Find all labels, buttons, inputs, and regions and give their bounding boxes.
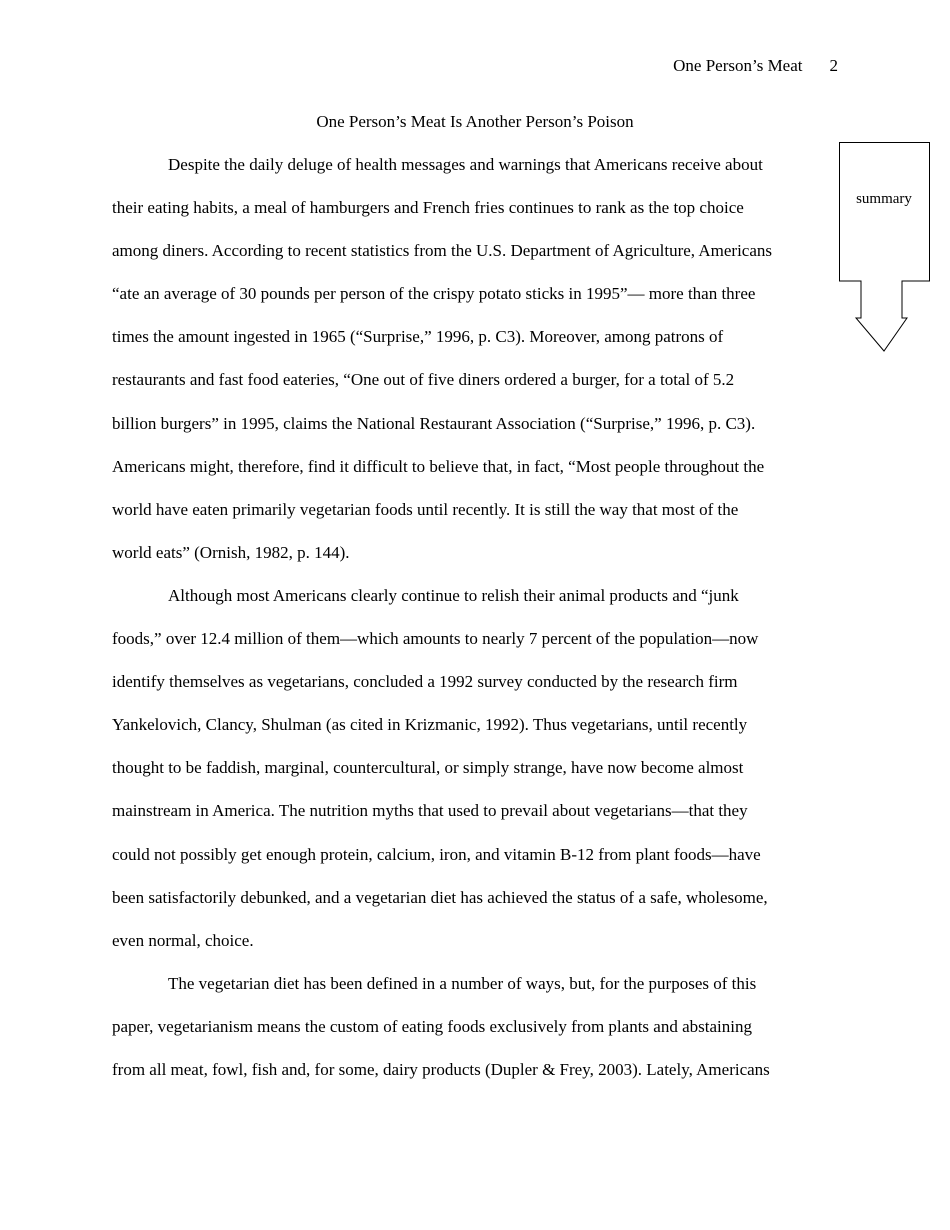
text-line: mainstream in America. The nutrition myths that used to prevail about vegetarians—that they (112, 801, 748, 821)
text-line: been satisfactorily debunked, and a vegetarian diet has achieved the status of a safe, wholesome, (112, 887, 768, 907)
text-line: thought to be faddish, marginal, countercultural, or simply strange, have now become almost (112, 758, 744, 778)
text-line: world eats” (Ornish, 1982, p. 144). (112, 542, 350, 562)
text-line: their eating habits, a meal of hamburgers and French fries continues to rank as the top choice (112, 198, 744, 218)
text-line: Although most Americans clearly continue to relish their animal products and “junk (168, 585, 739, 605)
text-line: “ate an average of 30 pounds per person of the crispy potato sticks in 1995”— more than three (112, 284, 756, 304)
callout-label: summary (856, 191, 912, 207)
text-line: billion burgers” in 1995, claims the National Restaurant Association (“Surprise,” 1996, p. C3). (112, 413, 756, 433)
text-line: Yankelovich, Clancy, Shulman (as cited in Krizmanic, 1992). Thus vegetarians, until recently (112, 715, 748, 735)
body-text (112, 153, 852, 1101)
text-line: paper, vegetarianism means the custom of eating foods exclusively from plants and abstaining (112, 1016, 752, 1036)
text-line: world have eaten primarily vegetarian foods until recently. It is still the way that most of the (112, 499, 739, 519)
down-arrow-callout-icon (839, 142, 931, 354)
running-head-title: One Person’s Meat (673, 56, 803, 75)
text-line: even normal, choice. (112, 930, 254, 950)
text-line: The vegetarian diet has been defined in a number of ways, but, for the purposes of this (168, 973, 757, 993)
summary-callout (839, 142, 931, 354)
text-line: could not possibly get enough protein, calcium, iron, and vitamin B-12 from plant foods—have (112, 844, 761, 864)
paper-title: One Person’s Meat Is Another Person’s Poison (316, 112, 634, 131)
text-line: Americans might, therefore, find it difficult to believe that, in fact, “Most people throughout the (112, 456, 765, 476)
text-line: identify themselves as vegetarians, concluded a 1992 survey conducted by the research firm (112, 672, 738, 692)
text-line: from all meat, fowl, fish and, for some, dairy products (Dupler & Frey, 2003). Lately, Americans (112, 1059, 770, 1079)
running-head (673, 56, 838, 76)
text-line: times the amount ingested in 1965 (“Surprise,” 1996, p. C3). Moreover, among patrons of (112, 327, 724, 347)
page-number: 2 (829, 56, 838, 75)
text-line: among diners. According to recent statistics from the U.S. Department of Agriculture, Americans (112, 241, 772, 261)
text-line: restaurants and fast food eateries, “One out of five diners ordered a burger, for a total of 5.2 (112, 370, 735, 390)
text-line: Despite the daily deluge of health messages and warnings that Americans receive about (168, 155, 763, 174)
text-line: foods,” over 12.4 million of them—which amounts to nearly 7 percent of the population—now (112, 629, 759, 649)
